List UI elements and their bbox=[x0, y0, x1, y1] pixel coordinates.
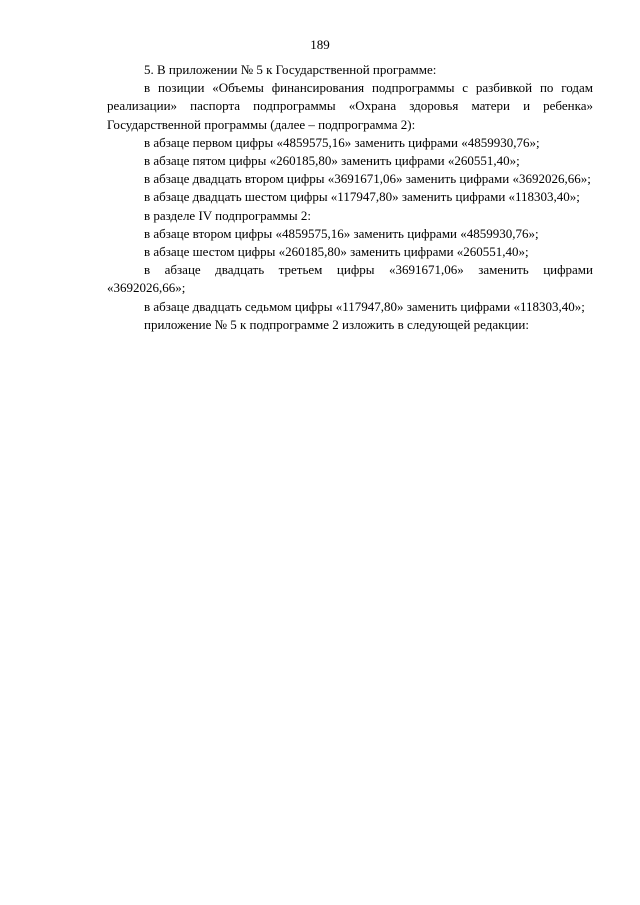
page-number: 189 bbox=[310, 37, 330, 52]
paragraph-3: в абзаце первом цифры «4859575,16» заменить цифрами «4859930,76»; bbox=[144, 134, 540, 150]
document-body bbox=[107, 61, 593, 334]
paragraph-8: в абзаце втором цифры «4859575,16» заменить цифрами «4859930,76»; bbox=[144, 225, 539, 241]
paragraph-12: приложение № 5 к подпрограмме 2 изложить в следующей редакции: bbox=[144, 316, 529, 332]
paragraph-10: в абзаце двадцать третьем цифры «3691671,06» заменить цифрами «3692026,66»; bbox=[107, 262, 593, 296]
paragraph-2: в позиции «Объемы финансирования подпрограммы с разбивкой по годам реализации» паспорта подпрограммы «Охрана здоровья матери и ребенка» Государственной программы (далее – подпрограмма 2): bbox=[107, 80, 593, 132]
paragraph-5: в абзаце двадцать втором цифры «3691671,06» заменить цифрами «3692026,66»; bbox=[144, 171, 591, 187]
paragraph-11: в абзаце двадцать седьмом цифры «117947,80» заменить цифрами «118303,40»; bbox=[144, 298, 585, 314]
paragraph-6: в абзаце двадцать шестом цифры «117947,80» заменить цифрами «118303,40»; bbox=[144, 189, 580, 205]
paragraph-7: в разделе IV подпрограммы 2: bbox=[144, 207, 311, 223]
paragraph-4: в абзаце пятом цифры «260185,80» заменить цифрами «260551,40»; bbox=[144, 153, 520, 169]
paragraph-9: в абзаце шестом цифры «260185,80» заменить цифрами «260551,40»; bbox=[144, 244, 529, 260]
paragraph-1: 5. В приложении № 5 к Государственной программе: bbox=[144, 62, 437, 77]
